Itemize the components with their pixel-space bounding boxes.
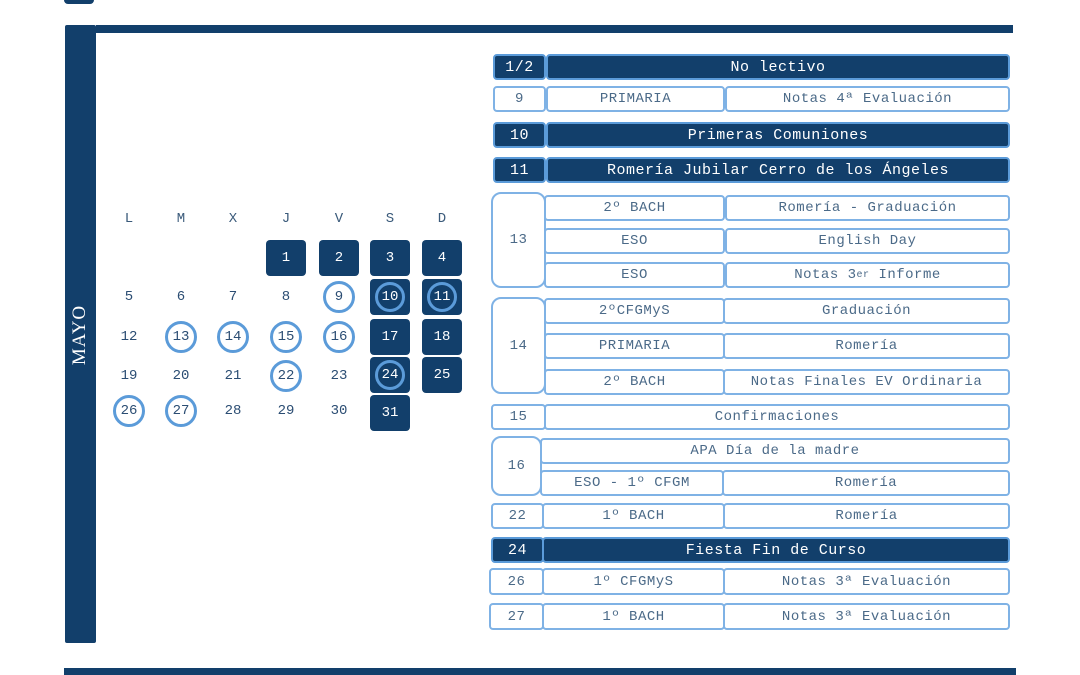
event-date-9: 9 — [493, 86, 546, 112]
event-title-24: Fiesta Fin de Curso — [542, 537, 1010, 563]
event-group-22: 1º BACH — [542, 503, 725, 529]
day-26[interactable]: 26 — [113, 395, 145, 427]
day-12[interactable]: 12 — [120, 329, 138, 345]
event-date-24: 24 — [491, 537, 544, 563]
day-20[interactable]: 20 — [172, 368, 190, 384]
day-1[interactable]: 1 — [266, 240, 306, 276]
day-2[interactable]: 2 — [319, 240, 359, 276]
day-13[interactable]: 13 — [165, 321, 197, 353]
day-11[interactable] — [422, 279, 462, 315]
event-title-13c-tail: Informe — [869, 267, 941, 283]
event-no-lectivo: No lectivo — [546, 54, 1010, 80]
event-title-14a: Graduación — [723, 298, 1010, 324]
event-group-14c: 2º BACH — [544, 369, 725, 395]
event-group-26: 1º CFGMyS — [542, 568, 725, 595]
day-17[interactable]: 17 — [370, 319, 410, 355]
event-date-27: 27 — [489, 603, 544, 630]
weekday-thu: J — [281, 211, 291, 227]
event-date-22: 22 — [491, 503, 544, 529]
day-31[interactable]: 31 — [370, 395, 410, 431]
day-18[interactable]: 18 — [422, 319, 462, 355]
day-15[interactable]: 15 — [270, 321, 302, 353]
event-title-13b: English Day — [725, 228, 1010, 254]
day-10[interactable] — [370, 279, 410, 315]
day-29[interactable]: 29 — [277, 403, 295, 419]
event-date-11: 11 — [493, 157, 546, 183]
event-date-15: 15 — [491, 404, 546, 430]
event-date-1-2: 1/2 — [493, 54, 546, 80]
event-group-27: 1º BACH — [542, 603, 725, 630]
event-date-14: 14 — [491, 297, 546, 394]
event-group-16b: ESO - 1º CFGM — [540, 470, 724, 496]
day-6[interactable]: 6 — [176, 289, 186, 305]
event-title-22: Romería — [723, 503, 1010, 529]
weekday-mon: L — [124, 211, 134, 227]
event-title-9: Notas 4ª Evaluación — [725, 86, 1010, 112]
day-5[interactable]: 5 — [124, 289, 134, 305]
day-22[interactable]: 22 — [270, 360, 302, 392]
day-27[interactable]: 27 — [165, 395, 197, 427]
event-title-16a: APA Día de la madre — [540, 438, 1010, 464]
event-title-11: Romería Jubilar Cerro de los Ángeles — [546, 157, 1010, 183]
event-title-26: Notas 3ª Evaluación — [723, 568, 1010, 595]
event-date-13: 13 — [491, 192, 546, 288]
event-date-26: 26 — [489, 568, 544, 595]
day-8[interactable]: 8 — [281, 289, 291, 305]
event-group-13b: ESO — [544, 228, 725, 254]
day-9[interactable]: 9 — [323, 281, 355, 313]
day-10-label: 10 — [375, 282, 405, 312]
event-title-27: Notas 3ª Evaluación — [723, 603, 1010, 630]
event-title-13a: Romería - Graduación — [725, 195, 1010, 221]
bottom-rule — [64, 668, 1016, 675]
event-group-13a: 2º BACH — [544, 195, 725, 221]
day-3[interactable]: 3 — [370, 240, 410, 276]
day-25[interactable]: 25 — [422, 357, 462, 393]
weekday-fri: V — [334, 211, 344, 227]
day-24-label: 24 — [375, 360, 405, 390]
day-23[interactable]: 23 — [330, 368, 348, 384]
weekday-tue: M — [176, 211, 186, 227]
day-21[interactable]: 21 — [224, 368, 242, 384]
day-7[interactable]: 7 — [228, 289, 238, 305]
day-28[interactable]: 28 — [224, 403, 242, 419]
event-group-9: PRIMARIA — [546, 86, 725, 112]
event-date-16: 16 — [491, 436, 542, 496]
day-16[interactable]: 16 — [323, 321, 355, 353]
weekday-sat: S — [385, 211, 395, 227]
day-4[interactable]: 4 — [422, 240, 462, 276]
event-title-13c-sup: er — [856, 269, 870, 281]
top-corner-tab — [64, 0, 94, 4]
day-11-label: 11 — [427, 282, 457, 312]
event-group-13c: ESO — [544, 262, 725, 288]
event-title-10: Primeras Comuniones — [546, 122, 1010, 148]
day-30[interactable]: 30 — [330, 403, 348, 419]
weekday-sun: D — [437, 211, 447, 227]
month-label: MAYO — [69, 304, 90, 366]
event-group-14b: PRIMARIA — [544, 333, 725, 359]
event-title-15: Confirmaciones — [544, 404, 1010, 430]
event-title-14b: Romería — [723, 333, 1010, 359]
weekday-wed: X — [228, 211, 238, 227]
top-rule — [96, 25, 1013, 33]
event-date-10: 10 — [493, 122, 546, 148]
event-title-13c — [725, 262, 1010, 288]
day-19[interactable]: 19 — [120, 368, 138, 384]
event-title-13c-main: Notas 3 — [794, 267, 857, 283]
day-24[interactable] — [370, 357, 410, 393]
event-title-16b: Romería — [722, 470, 1010, 496]
day-14[interactable]: 14 — [217, 321, 249, 353]
event-group-14a: 2ºCFGMyS — [544, 298, 725, 324]
event-title-14c: Notas Finales EV Ordinaria — [723, 369, 1010, 395]
